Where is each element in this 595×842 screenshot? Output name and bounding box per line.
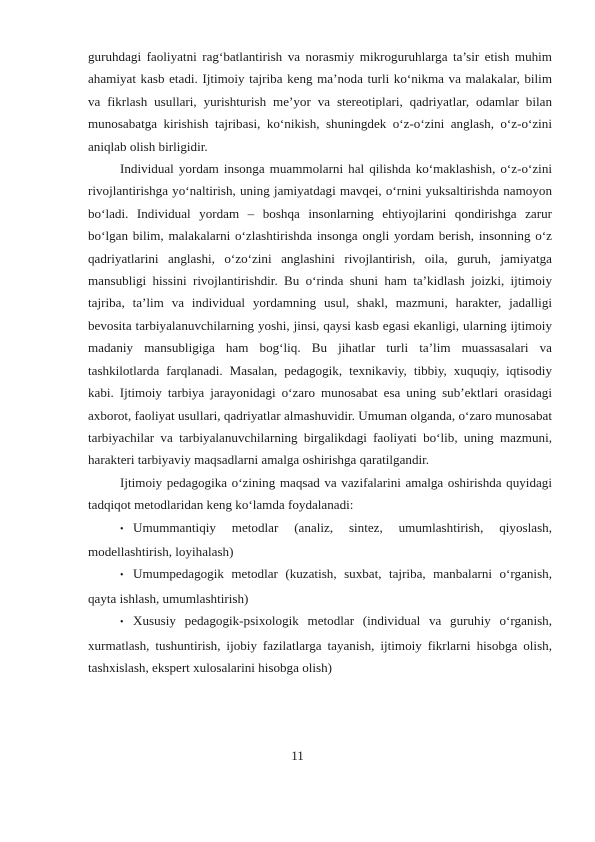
bullet-item-general-pedagogical [88, 563, 552, 610]
page-number: 11 [291, 748, 304, 763]
bullet-text: Umumpedagogik metodlar (kuzatish, suxbat, tajriba, manbalarni o‘rganish, qayta ishlash, umumlashtirish) [88, 566, 552, 606]
bullet-text: Xususiy pedagogik-psixologik metodlar (individual va guruhiy o‘rganish, xurmatlash, tushuntirish, ijobiy fazilatlarga tayanish, ijtimoiy fikrlarni hisobga olish, tashxislash, ekspert xulosalarini hisobga olish) [88, 613, 552, 675]
bullet-item-general-logical [88, 517, 552, 564]
paragraph-continuation: guruhdagi faoliyatni rag‘batlantirish va norasmiy mikroguruhlarga ta’sir etish muhim ahamiyat kasb etadi. Ijtimoiy tajriba keng ma’noda turli ko‘nikma va malakalar, bilim va fikrlash usullari, yurishturish me’yor va stereotiplari, qadriyatlar, odamlar bilan munosabatga kirishish tajribasi, ko‘nikish, shuningdek o‘z-o‘zini anglash, o‘z-o‘zini aniqlab olish birligidir. [88, 49, 552, 154]
bullet-icon: • [120, 523, 124, 535]
paragraph-methods-intro: Ijtimoiy pedagogika o‘zining maqsad va vazifalarini amalga oshirishda quyidagi tadqiqot metodlaridan keng ko‘lamda foydalanadi: [88, 474, 552, 513]
bullet-icon: • [120, 617, 124, 629]
paragraph-individual-help: Individual yordam insonga muammolarni hal qilishda ko‘maklashish, o‘z-o‘zini rivojlantirishga yo‘naltirish, uning jamiyatdagi mavqei, o‘rnini yuksaltirishda namoyon bo‘ladi. Individual yordam – boshqa insonlarning ehtiyojlarini qondirishga zarur bo‘lgan bilim, malakalarni o‘zlashtirishda insonga ongli yordam berish, insonning o‘z qadriyatlarini anglashi, o‘zo‘zini anglashini rivojlantirish, oila, guruh, jamiyatga mansubligi hissini rivojlantirishdir. Bu o‘rinda shuni ham ta’kidlash joizki, ijtimoiy tajriba, ta’lim va individual yordamning usul, shakl, mazmuni, harakter, jadalligi bevosita tarbiyalanuvchilarning yoshi, jinsi, qaysi kasb egasi ekanligi, ularning ijtimoiy madaniy mansubligiga ham bog‘liq. Bu jihatlar turli ta’lim muassasalari va tashkilotlarda farqlanadi. Masalan, pedagogik, texnikaviy, tibbiy, xuquqiy, iqtisodiy kabi. Ijtimoiy tarbiya jarayonidagi o‘zaro munosabat esa uning sub’ektlari orasidagi axborot, faoliyat usullari, qadriyatlar almashuvidir. Umuman olganda, o‘zaro munosabat tarbiyachilar va tarbiyalanuvchilarning birgalikdagi faoliyati bo‘lib, uning mazmuni, harakteri tarbiyaviy maqsadlarni amalga oshirishga qaratilgandir. [88, 161, 552, 468]
bullet-icon: • [120, 570, 124, 582]
bullet-item-specific-methods [88, 610, 552, 679]
document-page-body [88, 46, 552, 679]
bullet-text: Umummantiqiy metodlar (analiz, sintez, umumlashtirish, qiyoslash, modellashtirish, loyihalash) [88, 519, 552, 559]
